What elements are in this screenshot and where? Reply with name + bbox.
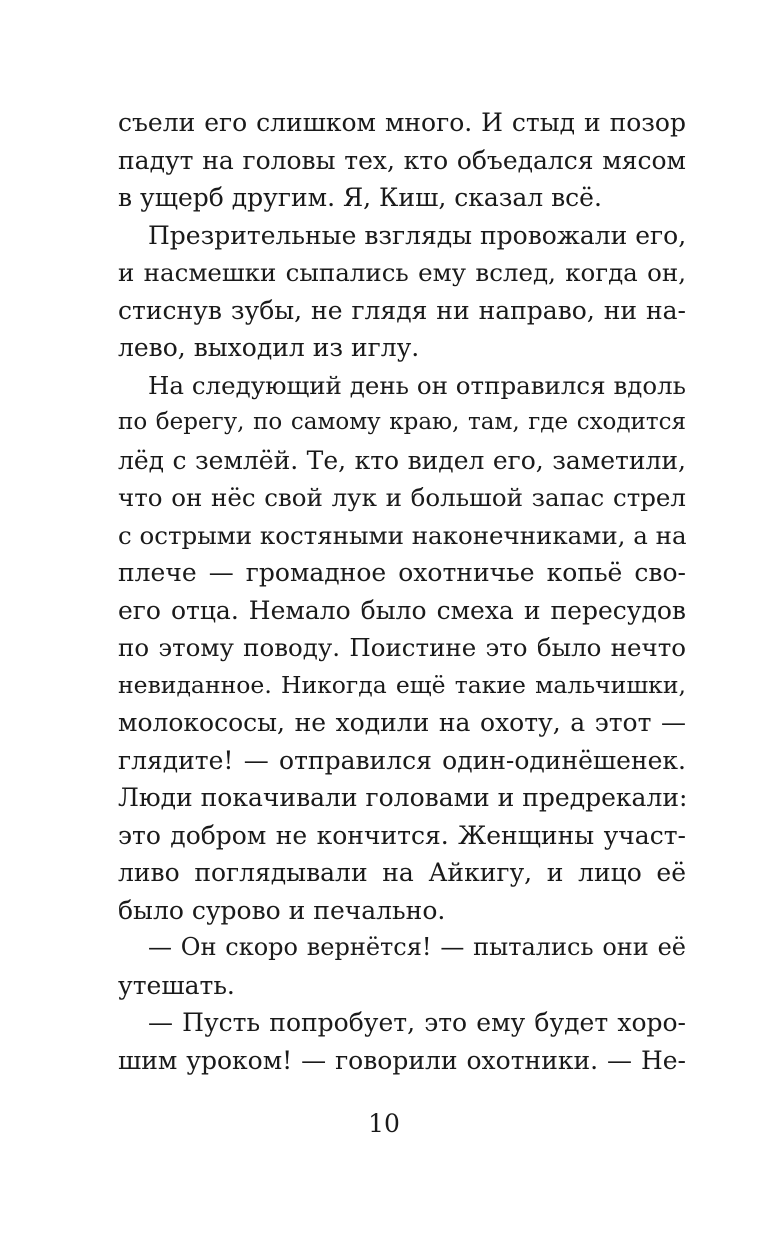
page-text	[118, 104, 686, 1079]
text-line: его отца. Немало было смеха и пересудов	[118, 595, 686, 625]
text-line: и насмешки сыпались ему вслед, когда он,	[118, 258, 686, 287]
text-line: это добром не кончится. Женщины участ-	[118, 820, 686, 850]
text-line: стиснув зубы, не глядя ни направо, ни на-	[118, 295, 686, 325]
text-line: с острыми костяными наконечниками, а на	[118, 520, 687, 550]
text-line: Презрительные взгляды провожали его,	[148, 220, 687, 250]
text-line: что он нёс свой лук и большой запас стрел	[118, 483, 686, 512]
text-line: невиданное. Никогда ещё такие мальчишки,	[118, 670, 686, 699]
text-line: шим уроком! — говорили охотники. — Не-	[118, 1045, 686, 1075]
text-line: в ущерб другим. Я, Киш, сказал всё.	[118, 183, 602, 212]
text-line: — Он скоро вернётся! — пытались они её	[148, 933, 686, 961]
text-line: молокососы, не ходили на охоту, а этот —	[118, 708, 686, 737]
text-line: глядите! — отправился один-одинёшенек.	[118, 745, 686, 775]
text-line: Люди покачивали головами и предрекали:	[118, 783, 688, 812]
text-line: На следующий день он отправился вдоль	[148, 370, 686, 400]
text-line: ливо поглядывали на Айкигу, и лицо её	[118, 858, 686, 887]
text-line: плече — громадное охотничье копьё сво-	[118, 558, 686, 587]
text-line: съели его слишком много. И стыд и позор	[118, 108, 686, 137]
text-line: утешать.	[118, 970, 235, 1000]
text-line: по берегу, по самому краю, там, где сходится	[118, 409, 686, 435]
text-line: лёд с землёй. Те, кто видел его, заметили,	[118, 445, 686, 475]
text-line: было сурово и печально.	[118, 895, 446, 925]
text-line: — Пусть попробует, это ему будет хоро-	[148, 1008, 686, 1037]
text-line: падут на головы тех, кто объедался мясом	[118, 145, 686, 175]
text-line: лево, выходил из иглу.	[118, 333, 420, 362]
page-number: 10	[368, 1109, 400, 1138]
text-line: по этому поводу. Поистине это было нечто	[118, 633, 686, 662]
